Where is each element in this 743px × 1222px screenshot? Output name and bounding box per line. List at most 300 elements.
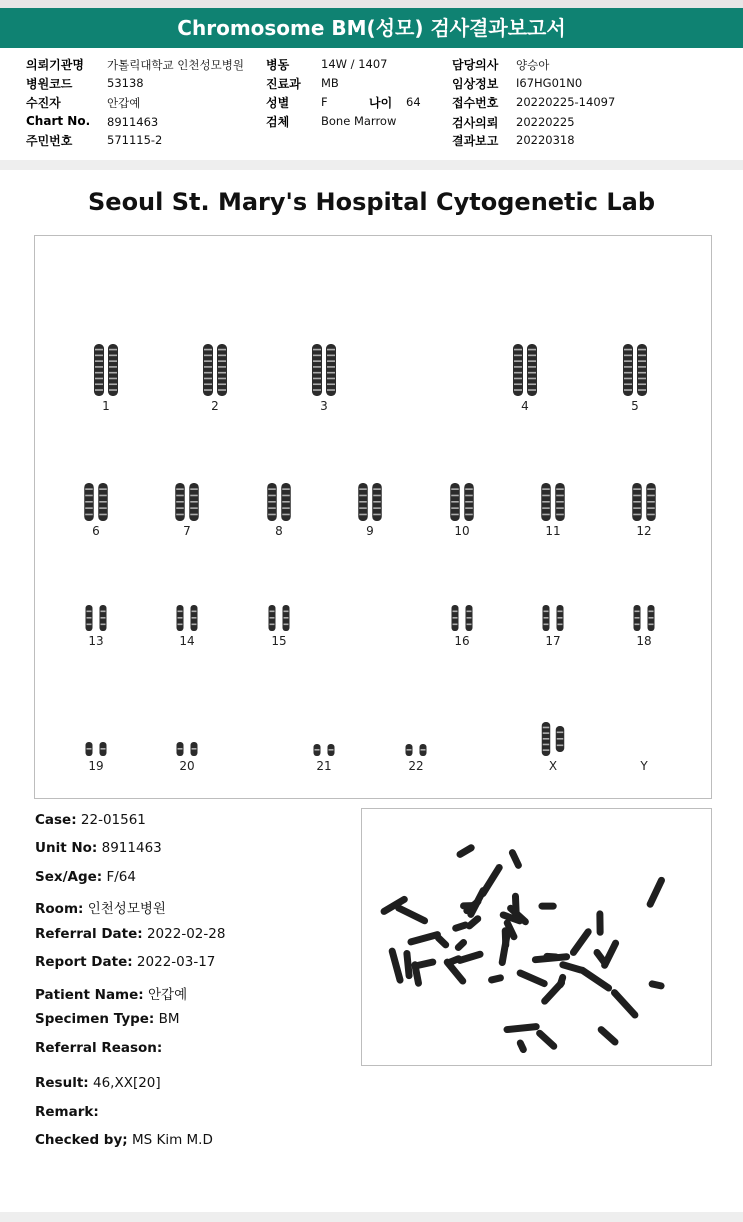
label-age: 나이 bbox=[369, 96, 393, 110]
chromosome-band bbox=[467, 611, 472, 613]
chromosome-band bbox=[282, 514, 290, 516]
chromosome-band bbox=[218, 349, 226, 351]
chromosome-band bbox=[528, 383, 536, 385]
chromosome-band bbox=[109, 355, 117, 357]
chromosome-1-1 bbox=[94, 344, 104, 396]
chromosome-band bbox=[99, 507, 107, 509]
chromosome-band bbox=[528, 355, 536, 357]
chromosome-band bbox=[176, 507, 184, 509]
metaphase-chromosome bbox=[498, 927, 512, 967]
chromosome-band bbox=[204, 383, 212, 385]
chromosome-band bbox=[204, 372, 212, 374]
chromosome-band bbox=[176, 501, 184, 503]
chromosome-band bbox=[647, 514, 655, 516]
chromosome-band bbox=[218, 378, 226, 380]
chromosome-band bbox=[543, 727, 550, 729]
chromosome-band bbox=[282, 495, 290, 497]
metaphase-chromosome bbox=[451, 921, 469, 933]
chromosome-band bbox=[327, 360, 335, 362]
chromosome-band bbox=[218, 372, 226, 374]
value-sex: F bbox=[321, 95, 328, 109]
chromosome-band bbox=[638, 355, 646, 357]
chromosome-band bbox=[109, 349, 117, 351]
chromosome-band bbox=[95, 349, 103, 351]
metaphase-chromosome bbox=[648, 980, 665, 990]
chromosome-band bbox=[313, 389, 321, 391]
chromosome-2-1 bbox=[203, 344, 213, 396]
metaphase-chromosome bbox=[516, 1038, 528, 1054]
metaphase-chromosome bbox=[596, 910, 603, 935]
chromosome-5-1 bbox=[623, 344, 633, 396]
chromosome-label-9: 9 bbox=[366, 524, 374, 538]
chromosome-band bbox=[95, 360, 103, 362]
label-institution: 의뢰기관명 bbox=[26, 58, 84, 72]
chromosome-band bbox=[218, 366, 226, 368]
chromosome-band bbox=[647, 495, 655, 497]
metaphase-chromosome bbox=[610, 988, 640, 1020]
karyogram-image bbox=[35, 236, 711, 798]
value-ward: 14W / 1407 bbox=[321, 57, 388, 71]
value-request-date: 20220225 bbox=[516, 115, 575, 129]
metaphase-chromosome bbox=[596, 1025, 620, 1047]
metaphase-chromosome bbox=[460, 902, 477, 909]
chromosome-pair-21 bbox=[314, 744, 335, 773]
karyotype-report bbox=[0, 170, 743, 1212]
chromosome-band bbox=[514, 389, 522, 391]
chromosome-pair-13 bbox=[86, 605, 107, 648]
chromosome-band bbox=[543, 732, 550, 734]
chromosome-band bbox=[542, 488, 550, 490]
value-chart-no: 8911463 bbox=[107, 115, 159, 129]
value-patient: 안갑예 bbox=[107, 96, 141, 110]
chromosome-band bbox=[109, 383, 117, 385]
chromosome-pair-18 bbox=[634, 605, 655, 648]
chromosome-band bbox=[514, 372, 522, 374]
chromosome-band bbox=[313, 360, 321, 362]
chromosome-band bbox=[190, 514, 198, 516]
metaphase-chromosome bbox=[455, 843, 476, 859]
chromosome-pair-7 bbox=[175, 483, 199, 538]
chromosome-band bbox=[557, 738, 564, 740]
chromosome-band bbox=[373, 495, 381, 497]
metaphase-chromosome bbox=[403, 950, 413, 980]
chromosome-band bbox=[176, 514, 184, 516]
metaphase-chromosome bbox=[508, 848, 523, 870]
chromosome-band bbox=[87, 748, 92, 750]
chromosome-band bbox=[453, 611, 458, 613]
chromosome-band bbox=[528, 366, 536, 368]
chromosome-band bbox=[85, 495, 93, 497]
chromosome-band bbox=[514, 366, 522, 368]
chromosome-3-2 bbox=[326, 344, 336, 396]
chromosome-label-1: 1 bbox=[102, 399, 110, 413]
chromosome-pair-17 bbox=[543, 605, 564, 648]
chromosome-band bbox=[99, 501, 107, 503]
chromosome-band bbox=[638, 349, 646, 351]
chromosome-pair-6 bbox=[84, 483, 108, 538]
chromosome-pair-12 bbox=[632, 483, 656, 538]
chromosome-band bbox=[465, 495, 473, 497]
chromosome-band bbox=[528, 389, 536, 391]
value-report-date: 20220318 bbox=[516, 133, 575, 147]
chromosome-band bbox=[313, 372, 321, 374]
metaphase-chromosome bbox=[394, 903, 429, 925]
chromosome-band bbox=[99, 514, 107, 516]
chromosome-band bbox=[649, 611, 654, 613]
chromosome-band bbox=[270, 617, 275, 619]
patient-info-panel bbox=[0, 48, 743, 160]
metaphase-chromosome bbox=[558, 960, 585, 974]
chromosome-band bbox=[647, 501, 655, 503]
chromosome-band bbox=[514, 378, 522, 380]
label-resident-no: 주민번호 bbox=[26, 134, 73, 148]
chromosome-2-2 bbox=[217, 344, 227, 396]
field-sex-age: Sex/Age: F/64 bbox=[35, 869, 136, 885]
label-request-date: 검사의뢰 bbox=[452, 116, 499, 130]
chromosome-pair-15 bbox=[269, 605, 290, 648]
chromosome-band bbox=[282, 488, 290, 490]
field-case: Case: 22-01561 bbox=[35, 812, 146, 828]
chromosome-band bbox=[109, 360, 117, 362]
chromosome-label-Y: Y bbox=[640, 759, 648, 773]
chromosome-band bbox=[268, 488, 276, 490]
field-checked-by: Checked by; MS Kim M.D bbox=[35, 1132, 213, 1148]
chromosome-band bbox=[315, 749, 320, 751]
chromosome-band bbox=[373, 507, 381, 509]
chromosome-band bbox=[95, 366, 103, 368]
value-resident-no: 571115-2 bbox=[107, 133, 163, 147]
chromosome-band bbox=[95, 389, 103, 391]
metaphase-chromosome bbox=[516, 968, 549, 988]
chromosome-band bbox=[329, 749, 334, 751]
chromosome-band bbox=[635, 617, 640, 619]
chromosome-band bbox=[556, 514, 564, 516]
chromosome-band bbox=[557, 745, 564, 747]
chromosome-band bbox=[633, 488, 641, 490]
chromosome-band bbox=[373, 514, 381, 516]
chromosome-band bbox=[624, 389, 632, 391]
chromosome-band bbox=[633, 495, 641, 497]
chromosome-band bbox=[101, 624, 106, 626]
metaphase-chromosome bbox=[645, 876, 666, 909]
chromosome-pair-10 bbox=[450, 483, 474, 538]
chromosome-band bbox=[638, 378, 646, 380]
chromosome-band bbox=[313, 366, 321, 368]
lab-title: Seoul St. Mary's Hospital Cytogenetic Lab bbox=[88, 188, 655, 216]
chromosome-band bbox=[95, 378, 103, 380]
chromosome-band bbox=[284, 611, 289, 613]
chromosome-band bbox=[407, 749, 412, 751]
chromosome-band bbox=[268, 507, 276, 509]
chromosome-label-22: 22 bbox=[408, 759, 424, 773]
value-doctor: 양승아 bbox=[516, 58, 550, 72]
chromosome-band bbox=[453, 617, 458, 619]
chromosome-band bbox=[528, 360, 536, 362]
chromosome-band bbox=[514, 383, 522, 385]
chromosome-band bbox=[101, 617, 106, 619]
chromosome-label-19: 19 bbox=[88, 759, 104, 773]
chromosome-label-16: 16 bbox=[454, 634, 470, 648]
chromosome-label-12: 12 bbox=[636, 524, 652, 538]
chromosome-band bbox=[557, 732, 564, 734]
metaphase-chromosome bbox=[388, 947, 404, 985]
chromosome-band bbox=[649, 624, 654, 626]
label-sex: 성별 bbox=[266, 96, 290, 110]
chromosome-4-2 bbox=[527, 344, 537, 396]
chromosome-band bbox=[192, 617, 197, 619]
chromosome-band bbox=[528, 349, 536, 351]
chromosome-label-7: 7 bbox=[183, 524, 191, 538]
label-hospital-code: 병원코드 bbox=[26, 77, 73, 91]
bottom-strip bbox=[0, 1212, 743, 1222]
chromosome-pair-5 bbox=[623, 344, 647, 413]
chromosome-band bbox=[633, 501, 641, 503]
chromosome-band bbox=[624, 355, 632, 357]
chromosome-band bbox=[647, 507, 655, 509]
chromosome-band bbox=[542, 501, 550, 503]
field-referral-reason: Referral Reason: bbox=[35, 1040, 163, 1056]
chromosome-band bbox=[85, 501, 93, 503]
metaphase-chromosome bbox=[453, 938, 468, 953]
chromosome-band bbox=[99, 488, 107, 490]
chromosome-band bbox=[109, 372, 117, 374]
label-doctor: 담당의사 bbox=[452, 58, 499, 72]
chromosome-band bbox=[313, 355, 321, 357]
chromosome-band bbox=[633, 507, 641, 509]
chromosome-band bbox=[451, 501, 459, 503]
chromosome-band bbox=[624, 383, 632, 385]
chromosome-label-17: 17 bbox=[545, 634, 561, 648]
chromosome-label-11: 11 bbox=[545, 524, 561, 538]
chromosome-label-10: 10 bbox=[454, 524, 470, 538]
section-divider bbox=[0, 160, 743, 170]
chromosome-3-1 bbox=[312, 344, 322, 396]
chromosome-band bbox=[528, 372, 536, 374]
chromosome-label-2: 2 bbox=[211, 399, 219, 413]
chromosome-band bbox=[624, 349, 632, 351]
chromosome-band bbox=[556, 495, 564, 497]
chromosome-band bbox=[204, 366, 212, 368]
chromosome-pair-22 bbox=[406, 744, 427, 773]
chromosome-band bbox=[95, 355, 103, 357]
chromosome-band bbox=[451, 488, 459, 490]
chromosome-band bbox=[528, 378, 536, 380]
chromosome-band bbox=[514, 360, 522, 362]
chromosome-band bbox=[647, 488, 655, 490]
chromosome-band bbox=[649, 617, 654, 619]
chromosome-label-3: 3 bbox=[320, 399, 328, 413]
chromosome-band bbox=[556, 501, 564, 503]
chromosome-band bbox=[514, 355, 522, 357]
metaphase-chromosome bbox=[538, 903, 556, 910]
chromosome-band bbox=[467, 617, 472, 619]
chromosome-pair-9 bbox=[358, 483, 382, 538]
chromosome-band bbox=[190, 507, 198, 509]
chromosome-band bbox=[359, 495, 367, 497]
chromosome-band bbox=[190, 495, 198, 497]
value-clinical-info: I67HG01N0 bbox=[516, 76, 583, 90]
chromosome-label-18: 18 bbox=[636, 634, 652, 648]
metaphase-chromosome bbox=[413, 958, 437, 970]
chromosome-band bbox=[359, 507, 367, 509]
chromosome-band bbox=[542, 495, 550, 497]
chromosome-band bbox=[204, 389, 212, 391]
chromosome-band bbox=[85, 488, 93, 490]
chromosome-band bbox=[101, 748, 106, 750]
metaphase-chromosome bbox=[503, 1023, 540, 1034]
value-institution: 가톨릭대학교 인천성모병원 bbox=[107, 58, 244, 72]
chromosome-band bbox=[638, 360, 646, 362]
chromosome-band bbox=[451, 495, 459, 497]
chromosome-band bbox=[638, 389, 646, 391]
chromosome-band bbox=[373, 501, 381, 503]
chromosome-band bbox=[556, 488, 564, 490]
chromosome-label-6: 6 bbox=[92, 524, 100, 538]
metaphase-chromosome bbox=[407, 930, 442, 946]
chromosome-band bbox=[558, 611, 563, 613]
field-report-date: Report Date: 2022-03-17 bbox=[35, 954, 216, 970]
chromosome-band bbox=[270, 611, 275, 613]
chromosome-band bbox=[192, 624, 197, 626]
chromosome-band bbox=[218, 360, 226, 362]
chromosome-band bbox=[327, 378, 335, 380]
chromosome-label-13: 13 bbox=[88, 634, 104, 648]
value-department: MB bbox=[321, 76, 339, 90]
chromosome-band bbox=[178, 617, 183, 619]
chromosome-band bbox=[268, 501, 276, 503]
chromosome-band bbox=[282, 501, 290, 503]
chromosome-band bbox=[465, 488, 473, 490]
chromosome-band bbox=[514, 349, 522, 351]
chromosome-band bbox=[451, 514, 459, 516]
metaphase-chromosome bbox=[543, 953, 560, 961]
field-room: Room: 인천성모병원 bbox=[35, 901, 166, 917]
metaphase-image bbox=[362, 809, 711, 1065]
chromosome-label-8: 8 bbox=[275, 524, 283, 538]
chromosome-band bbox=[638, 372, 646, 374]
chromosome-pair-X bbox=[542, 722, 565, 773]
field-remark: Remark: bbox=[35, 1104, 99, 1120]
chromosome-band bbox=[327, 355, 335, 357]
chromosome-band bbox=[543, 749, 550, 751]
chromosome-band bbox=[85, 507, 93, 509]
chromosome-pair-11 bbox=[541, 483, 565, 538]
chromosome-band bbox=[467, 624, 472, 626]
value-specimen: Bone Marrow bbox=[321, 114, 397, 128]
chromosome-label-15: 15 bbox=[271, 634, 287, 648]
label-department: 진료과 bbox=[266, 77, 301, 91]
chromosome-band bbox=[204, 378, 212, 380]
chromosome-label-14: 14 bbox=[179, 634, 195, 648]
chromosome-5-2 bbox=[637, 344, 647, 396]
chromosome-band bbox=[99, 495, 107, 497]
top-strip bbox=[0, 0, 743, 8]
metaphase-chromosome bbox=[569, 927, 594, 957]
chromosome-band bbox=[544, 624, 549, 626]
chromosome-band bbox=[190, 501, 198, 503]
chromosome-pair-20 bbox=[177, 742, 198, 773]
label-specimen: 검체 bbox=[266, 115, 290, 129]
chromosome-band bbox=[465, 507, 473, 509]
chromosome-band bbox=[313, 349, 321, 351]
chromosome-band bbox=[556, 507, 564, 509]
chromosome-band bbox=[218, 389, 226, 391]
chromosome-pair-19 bbox=[86, 742, 107, 773]
label-clinical-info: 임상정보 bbox=[452, 77, 499, 91]
chromosome-band bbox=[638, 383, 646, 385]
chromosome-band bbox=[109, 378, 117, 380]
chromosome-band bbox=[633, 514, 641, 516]
chromosome-label-20: 20 bbox=[179, 759, 195, 773]
chromosome-band bbox=[313, 378, 321, 380]
value-age: 64 bbox=[406, 95, 421, 109]
chromosome-band bbox=[87, 617, 92, 619]
chromosome-band bbox=[327, 383, 335, 385]
chromosome-pair-8 bbox=[267, 483, 291, 538]
chromosome-band bbox=[327, 366, 335, 368]
chromosome-pair-1 bbox=[94, 344, 118, 413]
chromosome-band bbox=[204, 349, 212, 351]
karyogram-panel bbox=[34, 235, 712, 799]
value-receipt-no: 20220225-14097 bbox=[516, 95, 616, 109]
metaphase-panel bbox=[361, 808, 712, 1066]
chromosome-band bbox=[218, 383, 226, 385]
chromosome-label-21: 21 bbox=[316, 759, 332, 773]
metaphase-chromosome bbox=[556, 973, 567, 989]
chromosome-pair-4 bbox=[513, 344, 537, 413]
chromosome-pair-Y bbox=[639, 759, 648, 773]
field-result: Result: 46,XX[20] bbox=[35, 1075, 161, 1091]
chromosome-band bbox=[95, 372, 103, 374]
label-ward: 병동 bbox=[266, 58, 290, 72]
chromosome-band bbox=[624, 378, 632, 380]
chromosome-band bbox=[87, 624, 92, 626]
chromosome-band bbox=[624, 372, 632, 374]
chromosome-label-X: X bbox=[548, 759, 558, 773]
chromosome-band bbox=[635, 624, 640, 626]
chromosome-band bbox=[542, 514, 550, 516]
chromosome-pair-2 bbox=[203, 344, 227, 413]
field-specimen-type: Specimen Type: BM bbox=[35, 1011, 180, 1027]
field-unit-no: Unit No: 8911463 bbox=[35, 840, 162, 856]
chromosome-band bbox=[635, 611, 640, 613]
chromosome-pair-16 bbox=[452, 605, 473, 648]
chromosome-band bbox=[218, 355, 226, 357]
chromosome-band bbox=[327, 372, 335, 374]
chromosome-band bbox=[624, 360, 632, 362]
chromosome-band bbox=[373, 488, 381, 490]
chromosome-label-5: 5 bbox=[631, 399, 639, 413]
label-receipt-no: 접수번호 bbox=[452, 96, 499, 110]
chromosome-1-2 bbox=[108, 344, 118, 396]
label-report-date: 결과보고 bbox=[452, 134, 499, 148]
chromosome-band bbox=[313, 383, 321, 385]
chromosome-band bbox=[268, 495, 276, 497]
chromosome-band bbox=[359, 501, 367, 503]
chromosome-band bbox=[284, 624, 289, 626]
chromosome-band bbox=[624, 366, 632, 368]
chromosome-band bbox=[176, 495, 184, 497]
chromosome-band bbox=[543, 744, 550, 746]
chromosome-band bbox=[176, 488, 184, 490]
chromosome-band bbox=[543, 738, 550, 740]
chromosome-band bbox=[268, 514, 276, 516]
field-referral-date: Referral Date: 2022-02-28 bbox=[35, 926, 226, 942]
chromosome-band bbox=[558, 617, 563, 619]
chromosome-band bbox=[178, 611, 183, 613]
chromosome-band bbox=[270, 624, 275, 626]
chromosome-band bbox=[101, 611, 106, 613]
